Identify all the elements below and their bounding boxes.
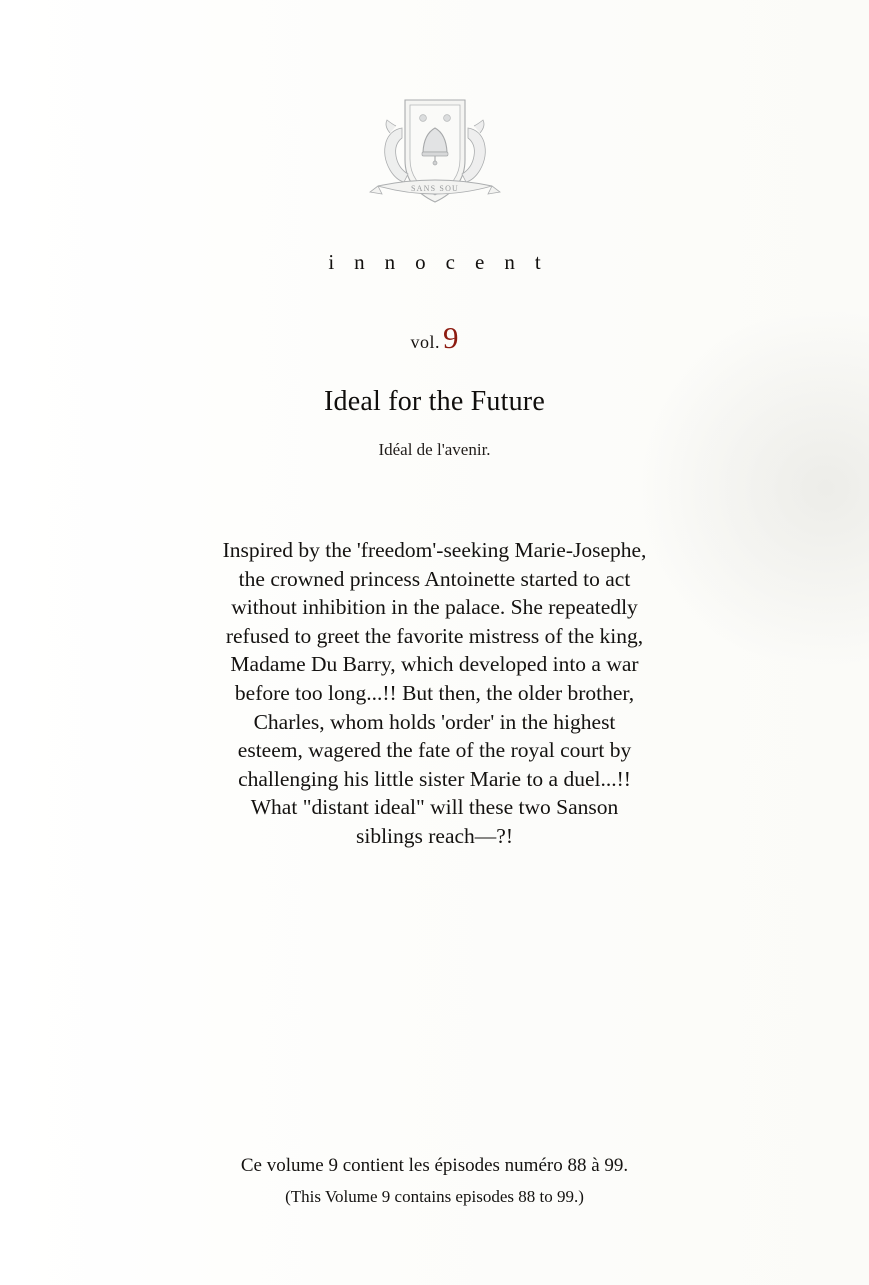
heraldic-crest-icon bbox=[360, 78, 510, 218]
page-subtitle: Idéal de l'avenir. bbox=[378, 440, 491, 459]
page-title: Ideal for the Future bbox=[324, 386, 545, 417]
volume-label: vol. bbox=[410, 332, 440, 352]
crest-motto-text: SANS SOU bbox=[410, 184, 459, 193]
crest-container bbox=[0, 78, 869, 218]
footer-note-french: Ce volume 9 contient les épisodes numéro 88 à 99. bbox=[240, 1155, 629, 1176]
synopsis-text bbox=[220, 536, 650, 851]
footer-note-english: (This Volume 9 contains episodes 88 to 99.) bbox=[285, 1187, 584, 1206]
volume-number: 9 bbox=[443, 320, 459, 355]
series-title: innocent bbox=[328, 250, 561, 274]
footer bbox=[0, 1155, 869, 1207]
volume-line bbox=[0, 322, 869, 354]
synopsis-paragraph: Inspired by the 'freedom'-seeking Marie-Josephe, the crowned princess Antoinette started to act without inhibition in the palace. She repeatedly refused to greet the favorite mistress of the king, Madame Du Barry, which developed into a war before too long...!! But then, the older brother, Charles, whom holds 'order' in the highest esteem, wagered the fate of the royal court by challenging his little sister Marie to a duel...!! What "distant ideal" will these two Sanson siblings reach—?! bbox=[222, 538, 647, 848]
